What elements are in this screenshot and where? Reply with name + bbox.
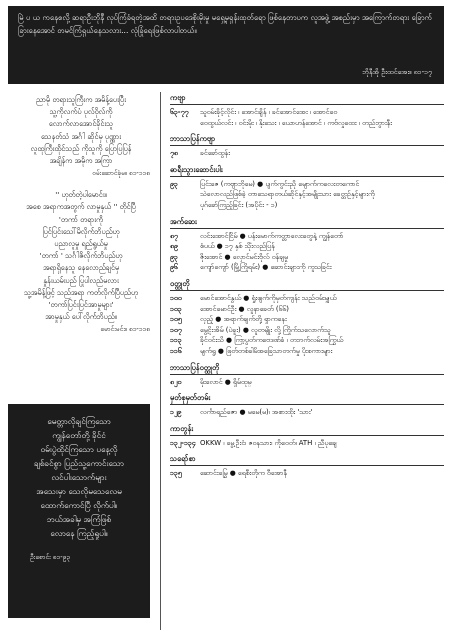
featured-poem-line: အသေးမှာ သေလိုမသေလေမ <box>36 486 122 496</box>
toc-section-title: ကဗျာ <box>170 92 444 105</box>
poem-1-line: သေနတ်သံ အင်္ဂါ ဆိုင်မှ ပုဏ္ဏား <box>40 131 122 141</box>
toc-page-number: ၉၃ <box>170 252 178 261</box>
toc-entry-text: ဇိုးအောင် ● လှောင်မင်းဗိုလ် ဝန်ချမှု <box>200 252 288 261</box>
toc-entry <box>170 346 444 357</box>
toc-page-number: ၁၂၉ <box>170 408 182 417</box>
featured-poem-credit: ဦးစောင်း ၈၁-၉၃ <box>30 553 71 561</box>
toc-page-number: ၈၂၀ <box>170 377 182 386</box>
poem-2-line: 'တကာ်ပြင်းပြင်အာမှုများ' <box>48 300 114 310</box>
toc-entry <box>170 325 444 336</box>
toc-page-number: ၁၀၇ <box>170 325 182 334</box>
featured-poem-line: ထောက်ကောင်ပြီ လိုက်ပါ။ <box>40 500 118 510</box>
toc-section <box>170 423 444 449</box>
poem-2-line: အစေ အရာကအတွက် လာမှုနှယ် '' တိုင်ပြီ <box>26 202 136 212</box>
poem-2-line: နှုန်းယမ်းပည် ပြုပါလည်မလား <box>43 275 119 285</box>
poem-2-line: သူ့အမိန့်ဖြင့် သည်အရာ ကတ်လိုက်ပြီပည်ဟု <box>23 287 138 297</box>
editorial-text: မြဲ ပ ယ ကနေစလို့ ဆရာဦးဘိုနီ လုပ်ကြံခံရတဲ့အထိ တရားဥပဒေစိုးမိုးမှု မရှေ့မှရှန်းထုတ်ရော ဖြစ်နေတာပက လူအ‌ဖွဲ့ အစည်းမှာ အကြောက်တရား ခြောက်ခြားနေအောင် တမင်ကြံရှယ်နေသလား... လုံခြုံရေးဖြစ်လာပါတယ်။ <box>18 13 432 35</box>
toc-section-title: အက်ဆေး <box>170 216 444 229</box>
toc-section <box>170 216 444 273</box>
toc-entry-text: မွေ့ငိုးအိမ် (ပဲခူး) ● လူတမျိုး လို့ ကြိုက်သလောက်သူ <box>200 325 331 334</box>
featured-poem-line: ဘယ်အခါမှ အကြံဖြစ် <box>46 514 112 524</box>
toc-page-number: ၁၃၅ <box>170 469 182 478</box>
toc-entry <box>170 377 444 388</box>
poem-1-credit: ဝမ်းဆောင်ခုံမ။ ၈၁-၁၁၈ <box>92 169 150 178</box>
toc-entry <box>170 231 444 242</box>
toc-entry-text: လင်းအောင်ငြိမ် ● ပန်းမောက်ကတ္တာလေးတွေနဲ့ ကျွန်တော် <box>200 231 344 240</box>
toc-entry <box>170 148 444 159</box>
toc-entry <box>170 304 444 315</box>
toc-entry <box>170 468 444 479</box>
poem-2-line: 'တကာ် ' သင်္ဂါဇိလိုက်ဘိပည်ဟု <box>39 251 123 261</box>
toc-entry <box>170 407 444 418</box>
toc-section <box>170 392 444 418</box>
poem-1-line: အချိန်က အမိုက အကြာ <box>49 156 113 166</box>
toc-page-number: ၁၃၂-၁၃၄ <box>170 438 196 447</box>
featured-poem-box <box>8 404 150 618</box>
toc-entry-text: ကျော်ကျော် (မြို့ကြိုရမ်း) ● ဆောင်းချားကို ကူသ​ခြင်း <box>200 263 332 272</box>
toc-section-title: ဘာသာပြန်ဝတ္ထုတို <box>170 362 444 375</box>
toc-entry-text: သူဝမ်းခိုင့်လိုင်း ၊ အောင်ချိန် ၊ ခင်အောင်အေး ၊ အောင်ဝေ <box>200 108 338 116</box>
toc-page-number: ၁၀၅ <box>170 315 182 324</box>
poem-2-line: '' ဟုတ်တဲ့ပါမောင်း။ <box>55 190 107 200</box>
poem-2-line: ပြင်ပြင်းသေါ်မိလိုက်ဘိပည်ဟု <box>42 226 120 236</box>
toc-section-title: သရော်စာ <box>170 453 444 466</box>
toc-section <box>170 453 444 479</box>
toc-entry-text: OKKW ၊ မွေ့ဦးငံ၊ ဇဝနသား၊ ကိုဝေတ်၊ ATH ၊ ညီပုချေ <box>200 438 337 447</box>
toc-section <box>170 278 444 357</box>
poem-1 <box>8 94 154 167</box>
toc-page-number: ၈၉ <box>170 242 178 251</box>
column-divider <box>160 92 161 630</box>
left-column <box>8 94 154 335</box>
toc-entry <box>170 252 444 263</box>
featured-poem-line: ကျွန်တော်တို့ ခိုင်ငံ <box>52 430 106 440</box>
toc-entry-text: အောင်မောင်ဦး ● လူနာခေတ် (၆၆) <box>200 304 289 313</box>
toc-entry-text: မျက်ရွ ● ဖြတ်တစ်ခါမိအခြေသာတက်မှု ပိုးစကားများ <box>200 346 333 355</box>
poem-2-line: ပညာလူမှု ရည်ရွယ်မှု <box>54 239 108 249</box>
poem-1-line: ညာမို တရားသူကြီးက အမိန့်ပေးပြီး <box>36 95 126 104</box>
toc-section-title: ဓာ​ရီးသွားဆောင်းပါး <box>170 164 444 177</box>
toc-page-number: ၁၀၃ <box>170 304 182 313</box>
poem-1-line: လောက်လာအောင်ခိုင်းသူ <box>48 119 114 129</box>
toc-entry <box>170 314 444 325</box>
toc-entry <box>170 438 444 449</box>
poem-2-line: 'တကာ် တရားကို <box>58 214 104 224</box>
poem-2-line: အရာရှိနေသူ နေလောည်ချင်မှ <box>42 263 120 273</box>
toc-page-number: ၆၃-၇၇ <box>170 108 189 116</box>
toc-entry <box>170 107 444 118</box>
poem-2-line: အာမှုနှယ် ပေါ်လိုက်ဘိပည်။ <box>45 312 117 322</box>
featured-poem-line: လင်ပါးသောက်များ <box>51 472 107 482</box>
toc-page-number: ၉၆ <box>170 263 178 272</box>
toc-entry-text: လင်္ကာရည်ဇော ● မမေ(မ)၊ အစားထိုး 'သား' <box>200 408 313 417</box>
toc-section-title: မှတ်စုမှတ်တမ်း <box>170 392 444 405</box>
toc-page-number: ၁၀၀ <box>170 293 182 302</box>
toc-entry <box>170 293 444 304</box>
toc-entry <box>170 262 444 273</box>
toc-page-number: ၇၈ <box>170 149 178 158</box>
toc-entry-text: လှည့် ● အရာက်ချက်တို့ ရှာကနေး <box>200 315 287 324</box>
toc-section <box>170 133 444 159</box>
toc-entry-text: ခိုင်ဝင်းသိ ● ကြာ့ပွတ်ကဗေဒဏ်ခံ ၊ တဘက်လမ်းအကြွယ် <box>200 336 344 345</box>
toc-entry-continuation: သဲလောလည်ဖြစ်ခဲ့ တာသေရာတယ်ဆိုင်နှင့်အမျိုးသား ခေတ္တဉ်နှင့်များကို <box>200 190 375 199</box>
toc-page-number: ၈၇ <box>170 231 178 240</box>
featured-poem-line: လောနေ ကြည့်ရှုပါ။ <box>50 528 108 538</box>
toc-entry <box>170 241 444 252</box>
toc-entry-text: ဆောင်းမြွေ ● ရေစီးတိုက ဝီအောနီ <box>200 469 287 478</box>
toc-section <box>170 362 444 388</box>
toc-entry-continuation: ဝေထွယ်လင်း ၊ ဝင်းမိုး ၊ နိုးသေး ၊ ယောဟန်အောင် ၊ ကဗ်လှုထေး ၊ တည်ဘွားနီး <box>200 118 392 127</box>
toc-entry <box>170 335 444 346</box>
toc-page-number: ၉၃ <box>170 179 178 188</box>
poem-2 <box>8 189 154 323</box>
toc-entry-text: မောင်အောင်နွယ် ● ရှုံးဖျက်ကိုမှတ်ကျန်း သည်ဝမ်းမျှယ် <box>200 293 337 302</box>
toc-entry-text: ပြင်းဇေ (ကဗျာဘိုမေ) ● ပျက်ကွင်းညို မျောက်ကလေးတကောင် <box>200 179 360 188</box>
editorial-credit: ဘိုနီအို ဦးထင်အေး။ ၈၁-၁၇ <box>362 67 432 76</box>
editorial-header-box <box>8 6 444 84</box>
toc-section-title: ဘာသာပြန်ကဗျာ <box>170 133 444 146</box>
toc-section <box>170 92 444 128</box>
featured-poem-line: ဝမ်းပွဲထိုင်ကြသော ပနေ့လို <box>40 444 118 454</box>
toc-page-number: ၁၁၃ <box>170 336 182 345</box>
toc-entry <box>170 179 444 190</box>
toc-entry-text: စံပယ် ● ၁၇ နှစ် သိုံးလည်ပြန် <box>200 242 275 251</box>
featured-poem-line: ချစ်ခင်စွာ ပြည်သူ့ကောင်းသော <box>34 458 124 468</box>
table-of-contents <box>170 92 444 484</box>
toc-section-title: ဝတ္ထုတို <box>170 278 444 291</box>
toc-page-number: ၁၁၆ <box>170 346 182 355</box>
featured-poem-lines <box>16 414 142 540</box>
poem-2-credit: မောင်းမင်း။ ၈၁-၁၁၈ <box>100 325 150 334</box>
poem-1-line: သူ့ကိုလက်ပံ ပုလ်ဝိုလ်ကို <box>49 107 113 117</box>
toc-section <box>170 164 444 211</box>
toc-entry-text: ခင်ခော်ထွန်း <box>200 149 230 158</box>
featured-poem-line: မေတ္တာလိုချင်ကြသော <box>47 416 111 426</box>
poem-1-line: လူထုကြီးထိုင်သည် ကိုသူကို ပြောပြပြန် <box>30 143 132 153</box>
toc-entry-continuation: ပုဂ်ခော်ကြည့်ခြင်း (အပိုင်း - ၁) <box>200 200 278 209</box>
toc-entry-text: မိုးလောင် ● ရှိမ်ထုမ္ <box>200 377 252 386</box>
toc-section-title: ကာတွန်း <box>170 423 444 436</box>
